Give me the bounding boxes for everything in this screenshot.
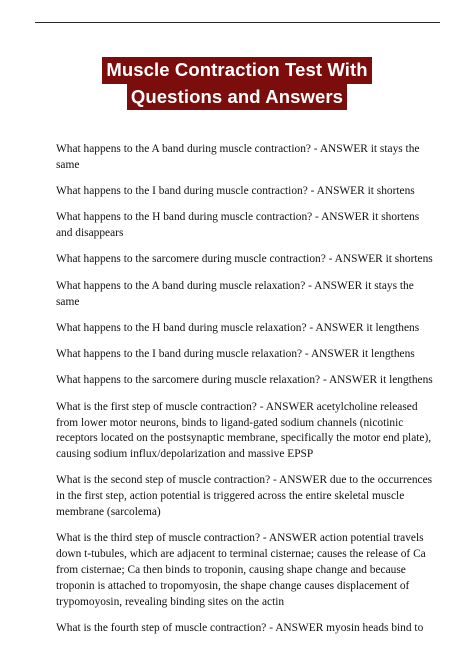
qa-item: What happens to the A band during muscle contraction? - ANSWER it stays the same: [56, 143, 420, 171]
qa-item: What is the fourth step of muscle contraction? - ANSWER myosin heads bind to: [56, 621, 424, 634]
qa-item: What is the third step of muscle contraction? - ANSWER action potential travels down t-tubules, which are adjacent to terminal cisternae; causes the release of Ca from cisternae; Ca then binds to troponin, causing shape change and because troponin is attached to tropomyosin, the shape change causes displacement of trypomoyosin, revealing binding sites on the actin: [56, 532, 426, 608]
qa-item: What happens to the I band during muscle relaxation? - ANSWER it lengthens: [56, 348, 415, 361]
qa-item: What happens to the sarcomere during muscle contraction? - ANSWER it shortens: [56, 253, 433, 266]
document-title: [0, 57, 474, 110]
question-answer-list: [56, 142, 434, 647]
title-line-1: Muscle Contraction Test With: [102, 57, 371, 84]
qa-item: What is the first step of muscle contraction? - ANSWER acetylcholine released from lower motor neurons, binds to ligand-gated sodium channels (nicotinic receptors located on the postsynaptic membrane, specifically the motor end plate), causing sodium influx/depolarization and massive EPSP: [56, 400, 432, 461]
qa-item: What happens to the A band during muscle relaxation? - ANSWER it stays the same: [56, 279, 414, 308]
qa-item: What happens to the H band during muscle relaxation? - ANSWER it lengthens: [56, 321, 420, 334]
qa-item: What happens to the I band during muscle contraction? - ANSWER it shortens: [56, 185, 415, 198]
qa-item: What is the second step of muscle contraction? - ANSWER due to the occurrences in the first step, action potential is triggered across the entire skeletal muscle membrane (sarcolema): [56, 474, 433, 519]
qa-item: What happens to the H band during muscle contraction? - ANSWER it shortens and disappears: [56, 211, 420, 240]
top-divider: [35, 22, 440, 23]
qa-item: What happens to the sarcomere during muscle relaxation? - ANSWER it lengthens: [56, 374, 433, 387]
title-line-2: Questions and Answers: [127, 84, 347, 111]
